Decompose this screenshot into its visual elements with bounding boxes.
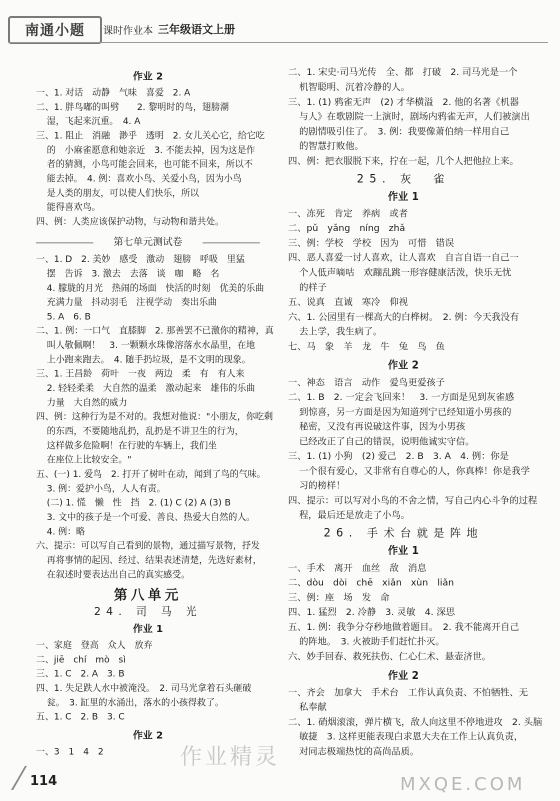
answer-line: 五、说真 直诚 寒冷 仰视	[288, 297, 408, 308]
answer-line: 机智聪明、沉着冷静的人。	[299, 82, 410, 93]
exercise-heading: 作业 2	[387, 359, 419, 372]
answer-line: 三、1. (1) 鸦雀无声 (2) 才华横溢 2. 他的名著《机器	[288, 97, 519, 108]
answer-line: 4. 朦胧的月光 热闹的场面 快活的时刻 优美的乐曲	[46, 283, 265, 294]
answer-line: 四、1. 失足跌人水中被淹没。 2. 司马光拿着石头砸破	[36, 683, 252, 694]
answer-line: 的阵地。 3. 火被助手们赶忙扑灭。	[299, 637, 445, 648]
answer-line: 敏捷 3. 这样更能表现白求恩大夫在工作上认真负责，	[299, 732, 524, 743]
answer-line: 五、(一) 1. 爱鸟 2. 打开了树叶在动，闻到了鸟的气味。	[36, 469, 266, 480]
answer-line: 的样子	[299, 282, 327, 294]
exercise-heading: 作业 2	[387, 669, 419, 682]
answer-line: 再将事情的起因、经过、结果表述清楚，先选好素材，	[46, 555, 262, 566]
answer-line: 四、例：这种行为是不对的。我想对他说："小朋友，你吃剩	[36, 412, 273, 423]
answer-line: 在座位上比较安全。"	[46, 455, 132, 466]
answer-line: 三、例：学校 学校 因为 可惜 错误	[288, 238, 455, 249]
page-number: 114	[30, 774, 58, 789]
answer-line: 3. 文中的孩子是一个可爱、善良、热爱大自然的人。	[46, 512, 256, 523]
answer-line: 二、1. 宋史·司马光传 全、都 打破 2. 司马光是一个	[288, 67, 518, 78]
exercise-heading: 作业 1	[387, 544, 419, 557]
answer-line: 一、3 1 4 2	[36, 747, 104, 758]
answer-line: 4. 例：略	[46, 527, 86, 538]
answer-line: 到惊喜，另一方面是因为知道列宁已经知道小男孩的	[299, 407, 512, 418]
exercise-heading: 作业 2	[132, 70, 163, 83]
lesson-title: 24. 司 马 光	[93, 605, 202, 618]
answer-line: 能得喜欢鸟。	[46, 203, 101, 213]
grade-title: 三年级语文上册	[158, 23, 235, 36]
unit-heading: 第八单元	[113, 587, 182, 604]
answer-line: 程，最后还是放走了小鸟。	[299, 510, 410, 521]
answer-line: 五、1. C 2. B 3. C	[36, 712, 125, 723]
answer-line: 四、1. 猛烈 2. 冷静 3. 灵敏 4. 深思	[288, 607, 455, 618]
answer-line: 七、马 象 羊 龙 牛 兔 鸟 鱼	[288, 341, 445, 353]
answer-line: 是人类的朋友，可以使人们快乐，所以	[46, 188, 199, 199]
answer-line: 三、例：座 场 发 命	[288, 592, 390, 604]
answer-line: 的东西，不要随地乱扔，乱扔是不讲卫生的行为，	[46, 426, 244, 437]
answer-line: 一、手术 离开 血丝 敌 消息	[288, 563, 427, 574]
answer-line: 四、提示：可以写对小鸟的不舍之情，写自己内心斗争的过程	[288, 496, 538, 507]
answer-line: 一、1. 对话 动静 气味 喜爱 2. A	[36, 88, 191, 99]
answer-line: 六、妙手回春、救死扶伤、仁心仁术、悬壶济世。	[288, 652, 492, 663]
answer-line: 二、jiē chí mò sì	[36, 655, 126, 666]
answer-line: 对同志极端热忱的高尚品质。	[299, 747, 420, 758]
answer-line: 一、齐会 加拿大 手术台 工作认真负责、不怕牺牲、无	[288, 688, 528, 699]
answer-line: 2. 轻轻柔柔 大自然的温柔 激动起来 雄伟的乐曲	[46, 383, 256, 394]
answer-line: 的智慧打败他。	[299, 141, 364, 152]
answer-line: 湿，飞起来沉重。 4. A	[46, 117, 141, 127]
answer-line: 这样做多危险啊！在行驶的车辆上，我们坐	[46, 441, 217, 452]
header-divider	[8, 42, 548, 43]
answer-line: 三、1. 阻止 消融 渺乎 透明 2. 女儿关心它，给它吃	[36, 131, 265, 142]
answer-line: 二、1. 胖鸟嘟的叫劈 2. 黎明时的鸟，翅膀潮	[36, 102, 229, 113]
answer-line: (二) 1. 慌 懒 性 挡 2. (1) C (2) A (3) B	[46, 498, 231, 509]
answer-line: 能去掉。 4. 例：喜欢小鸟、关爱小鸟，因为小鸟	[46, 174, 242, 185]
answer-line: 私奉献	[299, 702, 327, 713]
answer-line: 一、家庭 登高 众人 放弃	[36, 640, 153, 651]
answer-line: 去上学，我生病了。	[299, 327, 383, 338]
answer-column-right	[288, 66, 543, 760]
answer-line: 一、神态 语言 动作 爱鸟更爱孩子	[288, 377, 445, 389]
answer-line: 二、1. 例：一口气 直膝脚 2. 那善罢不已激你的精神，真	[36, 326, 274, 337]
answer-line: 三、1. (1) 小狗 (2) 爱己 2. B 3. A 4. 例：你是	[288, 451, 509, 462]
answer-line: 充满力量 抖动羽毛 注视学动 奏出乐曲	[46, 297, 217, 308]
answer-line: 二、pǔ yǎng níng zhǎ	[288, 223, 406, 234]
watermark-text: 作业精灵	[180, 745, 281, 770]
watermark-site: MXQE.COM	[400, 774, 526, 795]
answer-line: 一、1. D 2. 美妙 感受 激动 翅膀 呼吸 里猛	[36, 254, 245, 265]
answer-line: 三、1. 王昌龄 荷叶 一夜 两边 柔 有 有人来	[36, 369, 245, 380]
answer-line: 六、1. 公园里有一棵高大的白桦树。 2. 例：今天我没有	[288, 312, 520, 323]
page-header	[0, 0, 560, 44]
series-name: 课时作业本	[103, 26, 153, 37]
answer-line: 二、dòu dòi chē xiǎn xùn liǎn	[288, 578, 454, 589]
answer-line: 二、1. 硝烟滚滚，弹片横飞，敌人向这里不停地进攻 2. 头脑	[288, 717, 543, 728]
answer-line: 三、1. C 2. A 3. B	[36, 669, 125, 680]
answer-line: 力量 大自然的威力	[46, 398, 128, 409]
answer-line: 瓮。 3. 缸里的水涌出，落水的小孩得救了。	[46, 698, 224, 709]
section-heading: 第七单元测试卷	[36, 235, 260, 249]
lesson-title: 26. 手术台就是阵地	[323, 526, 484, 540]
answer-line: 一个很有爱心，又非常有自尊心的人，你真棒！你是我学	[299, 466, 530, 477]
answer-line: 叫人敬佩啊！ 3. 一颗颗水珠像溶落水水晶里，在地	[46, 340, 256, 351]
answer-line: 上小跑来跑去。 4. 随手扔垃圾，是不文明的现象。	[46, 355, 251, 366]
answer-line: 3. 例：爱护小鸟，人人有责。	[46, 484, 166, 495]
answer-line: 5. A 6. B	[46, 312, 91, 323]
answer-line: 在叙述时要表达出自己的真实感受。	[46, 570, 191, 581]
answer-line: 习的榜样！	[299, 481, 346, 492]
answer-line: 四、例：把衣服脱下来，拧在一起，几个人把他拉上来。	[288, 156, 519, 167]
book-logo: 南通小题	[8, 16, 102, 44]
answer-line: 的 小麻雀愿意和她亲近 3. 不能去掉，因为这是作	[46, 145, 256, 156]
answer-line: 摆 告诉 3. 激去 去落 谈 咖 略 名	[46, 269, 220, 280]
exercise-heading: 作业 1	[387, 190, 419, 203]
answer-line: 已经改正了自己的错误，说明他诚实守信。	[299, 436, 475, 448]
lesson-title: 25. 灰 雀	[356, 172, 450, 186]
answer-line: 五、1. 例：我争分夺秒地做着题目。 2. 我不能离开自己	[288, 622, 520, 633]
answer-line: 六、提示：可以写自己看到的景物，通过描写景物，抒发	[36, 541, 260, 552]
answer-line: 者的猜测，小鸟可能会回来，也可能不回来，所以不	[46, 160, 253, 170]
answer-line: 二、1. B 2. 一定会飞回来！ 3. 一方面是见到灰雀感	[288, 392, 515, 403]
exercise-heading: 作业 1	[132, 622, 163, 635]
answer-line: 与人》在歌剧院一上演时，剧场内鸦雀无声，人们被演出	[299, 112, 530, 123]
answer-line: 个人低声嘀咕 欢蹦乱跳一形容健康活泼，快乐无忧	[299, 268, 512, 279]
answer-line: 一、冻死 肯定 养病 或者	[288, 209, 408, 220]
answer-line: 秘密，又没有再说破这件事，因为小男孩	[299, 422, 466, 433]
answer-line: 四、例：人类应该保护动物，与动物和谐共处。	[36, 217, 225, 228]
exercise-heading: 作业 2	[132, 729, 163, 742]
answer-line: 四、恶人喜爱一讨人喜欢，让人喜欢 自言自语一自己一	[288, 253, 519, 264]
answer-line: 的剧情吸引住了。 3. 例：我要像萧伯纳一样用自己	[299, 126, 510, 138]
